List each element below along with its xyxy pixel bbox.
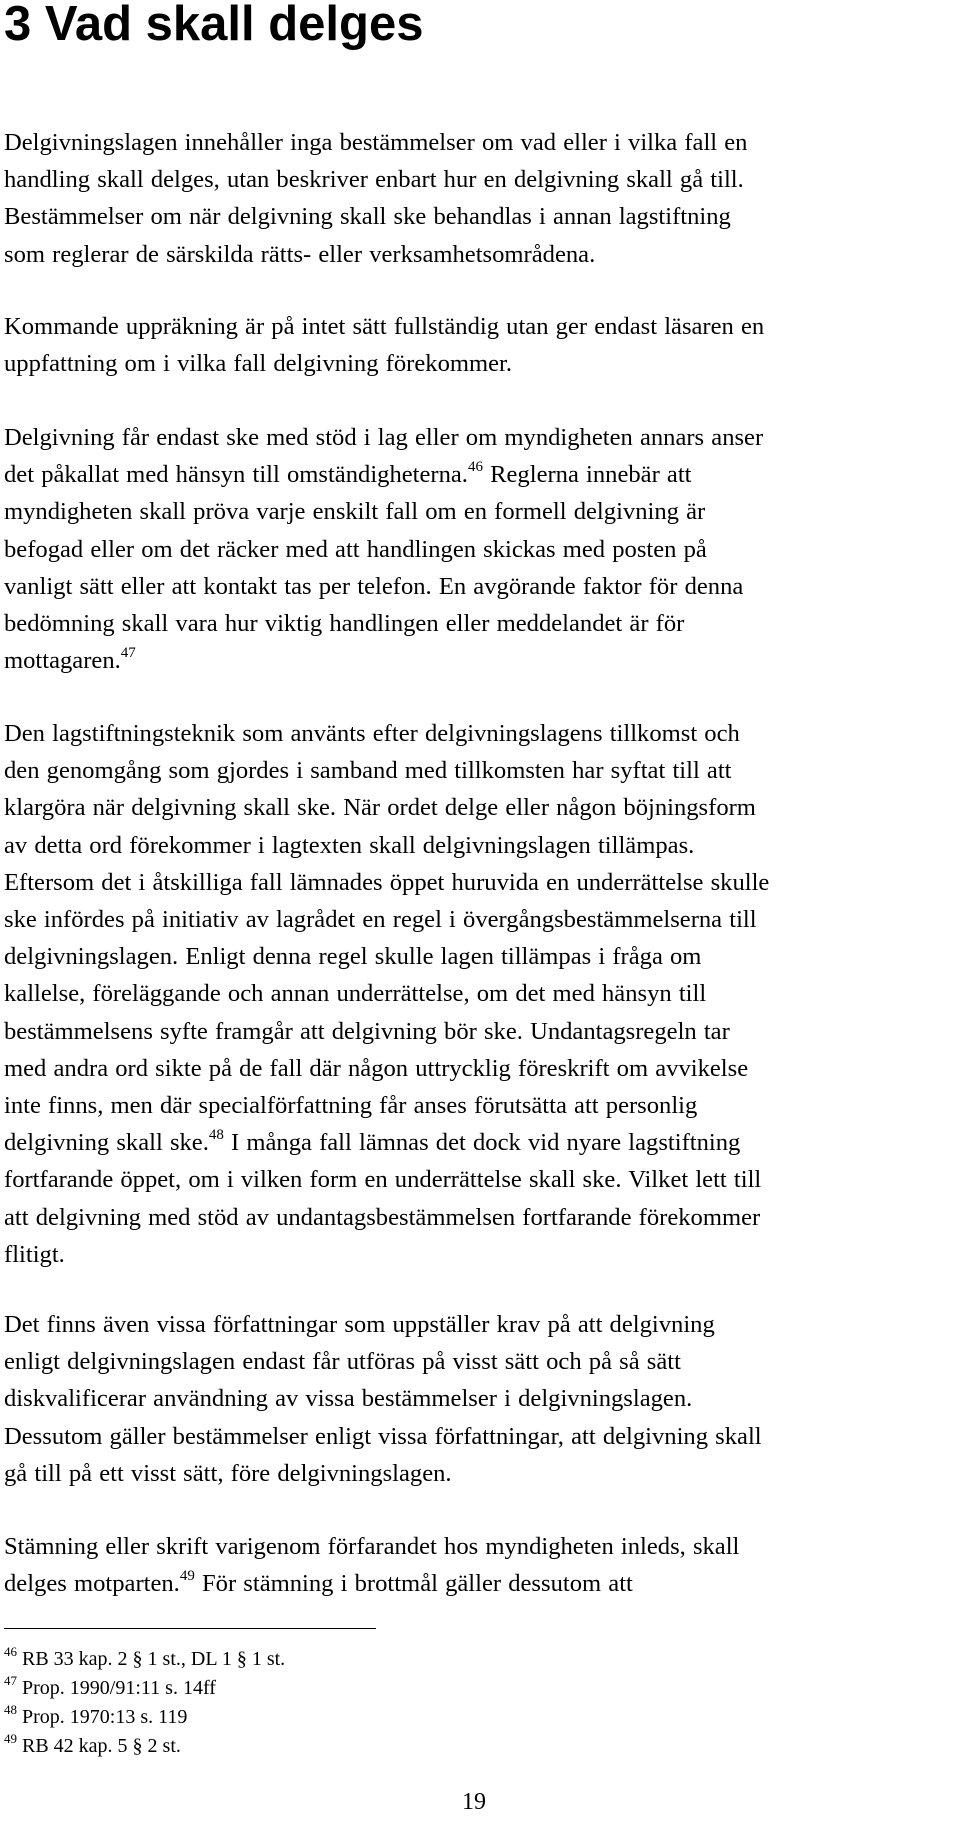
text-run: I många fall lämnas det dock vid nyare lagstiftning <box>223 1129 741 1157</box>
text-line: handling skall delges, utan beskriver enbart hur en delgivning skall gå till. <box>4 166 744 194</box>
text-run: delgivning skall ske. <box>4 1129 209 1157</box>
footnote-number: 47 <box>4 1673 17 1688</box>
footnote-48 <box>4 1703 604 1732</box>
footnote-text: Prop. 1970:13 s. 119 <box>22 1706 188 1728</box>
text-line: myndigheten skall pröva varje enskilt fall om en formell delgivning är <box>4 498 706 526</box>
text-line: befogad eller om det räcker med att handlingen skickas med posten på <box>4 535 707 563</box>
text-line: bestämmelsens syfte framgår att delgivning bör ske. Undantagsregeln tar <box>4 1017 730 1045</box>
text-line: att delgivning med stöd av undantagsbestämmelsen fortfarande förekommer <box>4 1203 761 1231</box>
text-line: Delgivning får endast ske med stöd i lag eller om myndigheten annars anser <box>4 424 764 451</box>
footnote-number: 48 <box>4 1702 17 1717</box>
text-run: Reglerna innebär att <box>482 461 692 489</box>
text-line: Det finns även vissa författningar som uppställer krav på att delgivning <box>4 1311 715 1338</box>
text-line: vanligt sätt eller att kontakt tas per telefon. En avgörande faktor för denna <box>4 572 744 600</box>
text-line <box>4 642 954 679</box>
text-run: För stämning i brottmål gäller dessutom att <box>194 1570 633 1598</box>
text-line: den genomgång som gjordes i samband med tillkomsten har syftat till att <box>4 757 732 785</box>
footnote-text: RB 33 kap. 2 § 1 st., DL 1 § 1 st. <box>22 1648 286 1670</box>
paragraph-2 <box>4 308 954 382</box>
text-line: diskvalificerar användning av vissa bestämmelser i delgivningslagen. <box>4 1385 693 1413</box>
text-line: Dessutom gäller bestämmelser enligt vissa författningar, att delgivning skall <box>4 1422 762 1450</box>
text-line: av detta ord förekommer i lagtexten skall delgivningslagen tillämpas. <box>4 831 695 859</box>
text-line: gå till på ett visst sätt, före delgivningslagen. <box>4 1459 452 1487</box>
page-number: 19 <box>462 1789 486 1815</box>
paragraph-4 <box>4 715 954 1273</box>
text-line: som reglerar de särskilda rätts- eller verksamhetsområdena. <box>4 240 596 268</box>
footnote-49 <box>4 1732 604 1761</box>
text-line: delgivningslagen. Enligt denna regel skulle lagen tillämpas i fråga om <box>4 943 702 971</box>
footnote-number: 46 <box>4 1644 17 1659</box>
text-line: ske infördes på initiativ av lagrådet en regel i övergångsbestämmelserna till <box>4 906 757 934</box>
text-line: inte finns, men där specialförfattning får anses förutsätta att personlig <box>4 1092 698 1120</box>
text-run: delges motparten. <box>4 1570 180 1598</box>
text-line: fortfarande öppet, om i vilken form en underrättelse skall ske. Vilket lett till <box>4 1166 762 1194</box>
paragraph-3 <box>4 419 954 679</box>
text-line: Delgivningslagen innehåller inga bestämmelser om vad eller i vilka fall en <box>4 129 748 156</box>
text-line: bedömning skall vara hur viktig handlingen eller meddelandet är för <box>4 610 685 638</box>
section-heading: 3 Vad skall delges <box>4 0 424 51</box>
footnote-47 <box>4 1674 604 1703</box>
text-line: flitigt. <box>4 1240 65 1268</box>
text-line: klargöra när delgivning skall ske. När ordet delge eller någon böjningsform <box>4 794 756 822</box>
footnotes <box>4 1645 604 1761</box>
text-run: mottagaren. <box>4 647 121 675</box>
text-line <box>4 456 954 493</box>
text-line: Kommande uppräkning är på intet sätt fullständig utan ger endast läsaren en <box>4 313 765 340</box>
paragraph-1 <box>4 124 954 273</box>
footnote-text: Prop. 1990/91:11 s. 14ff <box>22 1677 216 1699</box>
footnote-46 <box>4 1645 604 1674</box>
text-line: Den lagstiftningsteknik som använts efter delgivningslagens tillkomst och <box>4 720 740 747</box>
text-line: Bestämmelser om när delgivning skall ske behandlas i annan lagstiftning <box>4 203 731 231</box>
footnote-ref-49[interactable]: 49 <box>179 1568 195 1585</box>
footnote-ref-47[interactable]: 47 <box>120 645 136 662</box>
paragraph-5 <box>4 1306 954 1492</box>
footnote-separator <box>4 1628 376 1629</box>
footnote-text: RB 42 kap. 5 § 2 st. <box>22 1735 181 1757</box>
paragraph-6 <box>4 1528 954 1602</box>
footnote-ref-48[interactable]: 48 <box>208 1127 224 1144</box>
text-run: det påkallat med hänsyn till omständigheterna. <box>4 461 468 489</box>
text-line: kallelse, föreläggande och annan underrättelse, om det med hänsyn till <box>4 980 707 1008</box>
footnote-number: 49 <box>4 1731 17 1746</box>
text-line <box>4 1124 954 1161</box>
footnote-ref-46[interactable]: 46 <box>467 459 483 476</box>
text-line: med andra ord sikte på de fall där någon uttrycklig föreskrift om avvikelse <box>4 1054 749 1082</box>
text-line: uppfattning om i vilka fall delgivning förekommer. <box>4 350 513 378</box>
text-line <box>4 1565 954 1602</box>
text-line: Eftersom det i åtskilliga fall lämnades öppet huruvida en underrättelse skulle <box>4 868 770 896</box>
text-line: enligt delgivningslagen endast får utföras på visst sätt och på så sätt <box>4 1348 681 1376</box>
text-line: Stämning eller skrift varigenom förfarandet hos myndigheten inleds, skall <box>4 1533 740 1560</box>
